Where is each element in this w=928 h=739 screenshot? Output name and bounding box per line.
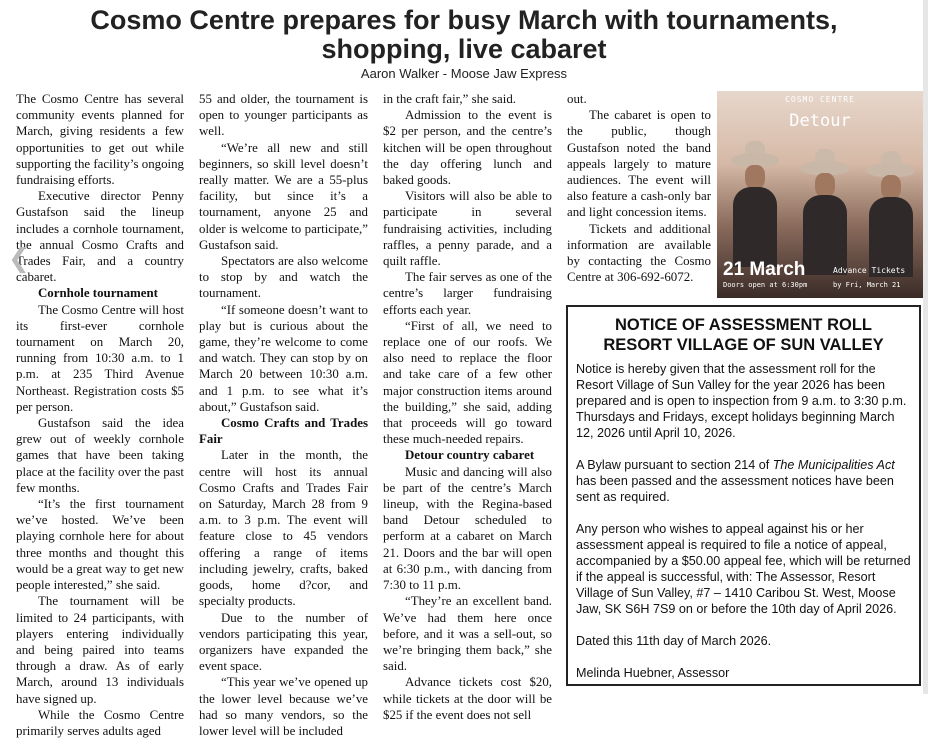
article-paragraph: Later in the month, the centre will host its annual Cosmo Crafts and Trades Fair on Saturday, March 28 from 9 a.m. to 3 p.m. The event will feature close to 45 vendors offering a range of items including jewelry, crafts, baked goods, home d?cor, and specialty products.	[199, 448, 368, 609]
scrollbar[interactable]	[923, 0, 928, 694]
detour-poster-image	[717, 91, 923, 298]
article-headline	[0, 6, 928, 64]
section-heading: Detour country cabaret	[405, 448, 535, 463]
article-column-4	[567, 91, 711, 285]
article-column-2	[199, 91, 368, 739]
notice-paragraph: Notice is hereby given that the assessment roll for the Resort Village of Sun Valley for the year 2026 has been prepared and is open to inspection from 9 a.m. to 3:30 p.m. Thursdays and Fridays, except holidays beginning March 12, 2026 until April 10, 2026.	[576, 362, 907, 440]
notice-signature: Melinda Huebner, Assessor	[576, 666, 730, 680]
article-paragraph: Visitors will also be able to participate in several fundraising activities, including raffles, a penny parade, and a quilt raffle.	[383, 189, 552, 269]
article-paragraph: “We’re all new and still beginners, so skill level doesn’t really matter. We are a 55-plus facility, but since it’s a tournament, anyone 25 and older is welcome to participate,” Gustafson said.	[199, 140, 368, 252]
notice-text: A Bylaw pursuant to section 214 of	[576, 458, 773, 472]
article-paragraph: The tournament will be limited to 24 participants, with players entering individually and being paired into teams through a draw. As of early March, around 13 individuals have signed up.	[16, 594, 184, 706]
article-paragraph: “It’s the first tournament we’ve hosted. We’ve been playing cornhole here for about three months and thought this would be a great way to get new people interested,” she said.	[16, 497, 184, 593]
article-paragraph: The cabaret is open to the public, though Gustafson noted the band appeals largely to mature audiences. The event will also feature a cash-only bar and light concession items.	[567, 108, 711, 220]
headline-line-1: Cosmo Centre prepares for busy March with tournaments,	[90, 5, 838, 35]
poster-band-name: Detour	[789, 111, 851, 131]
poster-doors: Doors open at 6:30pm	[723, 281, 808, 289]
poster-advance-tickets: Advance Tickets	[833, 266, 906, 275]
article-paragraph: Executive director Penny Gustafson said the lineup includes a cornhole tournament, the annual Cosmo Crafts and Trades Fair, and a country cabaret.	[16, 189, 184, 285]
poster-by-date: by Fri, March 21	[833, 281, 901, 289]
chevron-left-icon[interactable]: ❮	[8, 244, 30, 274]
article-paragraph: While the Cosmo Centre primarily serves adults aged	[16, 707, 184, 738]
section-heading: Cornhole tournament	[38, 286, 158, 301]
article-paragraph: Music and dancing will also be part of the centre’s March lineup, with the Regina-based band Detour scheduled to perform at a cabaret on March 21. Doors and the bar will open at 6:30 p.m., with dancing from 7:30 to 11 p.m.	[383, 464, 552, 593]
assessment-notice-box	[566, 305, 921, 686]
article-paragraph: out.	[567, 92, 587, 106]
article-paragraph: The Cosmo Centre will host its first-ever cornhole tournament on March 20, running from 10:30 a.m. to 1 p.m. at 235 Third Avenue Northeast. Registration costs $5 per person.	[16, 302, 184, 414]
notice-paragraph	[576, 457, 911, 505]
article-paragraph: Gustafson said the idea grew out of weekly cornhole games that have been taking place at the facility over the past few months.	[16, 416, 184, 495]
article-paragraph: in the craft fair,” she said.	[383, 92, 516, 106]
poster-date: 21 March	[723, 259, 806, 280]
article-paragraph: “If someone doesn’t want to play but is curious about the game, they’re welcome to come and watch. They can stop by on March 20 between 10:30 a.m. and 1 p.m. to see what it’s about,” Gustafson said.	[199, 302, 368, 414]
notice-text: has been passed and the assessment notices have been sent as required.	[576, 474, 894, 504]
notice-title: NOTICE OF ASSESSMENT ROLL	[615, 316, 872, 334]
section-heading: Cosmo Crafts and Trades Fair	[199, 416, 368, 447]
notice-paragraph: Dated this 11th day of March 2026.	[576, 634, 772, 648]
notice-act-name: The Municipalities Act	[772, 458, 895, 472]
article-paragraph: Due to the number of vendors participating this year, organizers have expanded the event space.	[199, 610, 368, 674]
notice-body	[568, 355, 919, 681]
article-paragraph: Spectators are also welcome to stop by and watch the tournament.	[199, 254, 368, 301]
article-paragraph: The fair serves as one of the centre’s larger fundraising efforts each year.	[383, 270, 552, 317]
article-paragraph: “This year we’ve opened up the lower level because we’ve had so many vendors, so the lower level will be included	[199, 675, 368, 738]
article-paragraph: Tickets and additional information are available by contacting the Cosmo Centre at 306-692-6072.	[567, 221, 711, 285]
notice-subtitle: RESORT VILLAGE OF SUN VALLEY	[603, 336, 884, 354]
article-paragraph: The Cosmo Centre has several community events planned for March, giving residents a few opportunities to get out while supporting the facility’s ongoing fundraising efforts.	[16, 92, 184, 188]
poster-venue: COSMO CENTRE	[785, 95, 855, 104]
article-paragraph: “First of all, we need to replace one of our roofs. We also need to replace the floor and take care of a few other major construction items around the building,” she said, adding that proceeds will go toward these much-needed repairs.	[383, 318, 552, 447]
article-paragraph: “They’re an excellent band. We’ve had them here once before, and it was a sell-out, so we’re bringing them back,” she said.	[383, 594, 552, 674]
article-paragraph: 55 and older, the tournament is open to younger participants as well.	[199, 92, 368, 139]
article-paragraph: Advance tickets cost $20, while tickets at the door will be $25 if the event does not sell	[383, 675, 552, 722]
article-column-3	[383, 91, 552, 723]
byline: Aaron Walker - Moose Jaw Express	[360, 66, 568, 81]
article-column-1	[16, 91, 184, 739]
article-paragraph: Admission to the event is $2 per person, and the centre’s kitchen will be open throughout the day offering lunch and baked goods.	[383, 108, 552, 188]
headline-line-2: shopping, live cabaret	[321, 34, 607, 64]
notice-paragraph: Any person who wishes to appeal against his or her assessment appeal is required to file a notice of appeal, accompanied by a $50.00 appeal fee, which will be returned if the appeal is successful, with: The Assessor, Resort Village of Sun Valley, #7 – 1410 Caribou St. West, Moose Jaw, SK S6H 7S9 on or before the 10th day of April 2026.	[576, 522, 911, 616]
